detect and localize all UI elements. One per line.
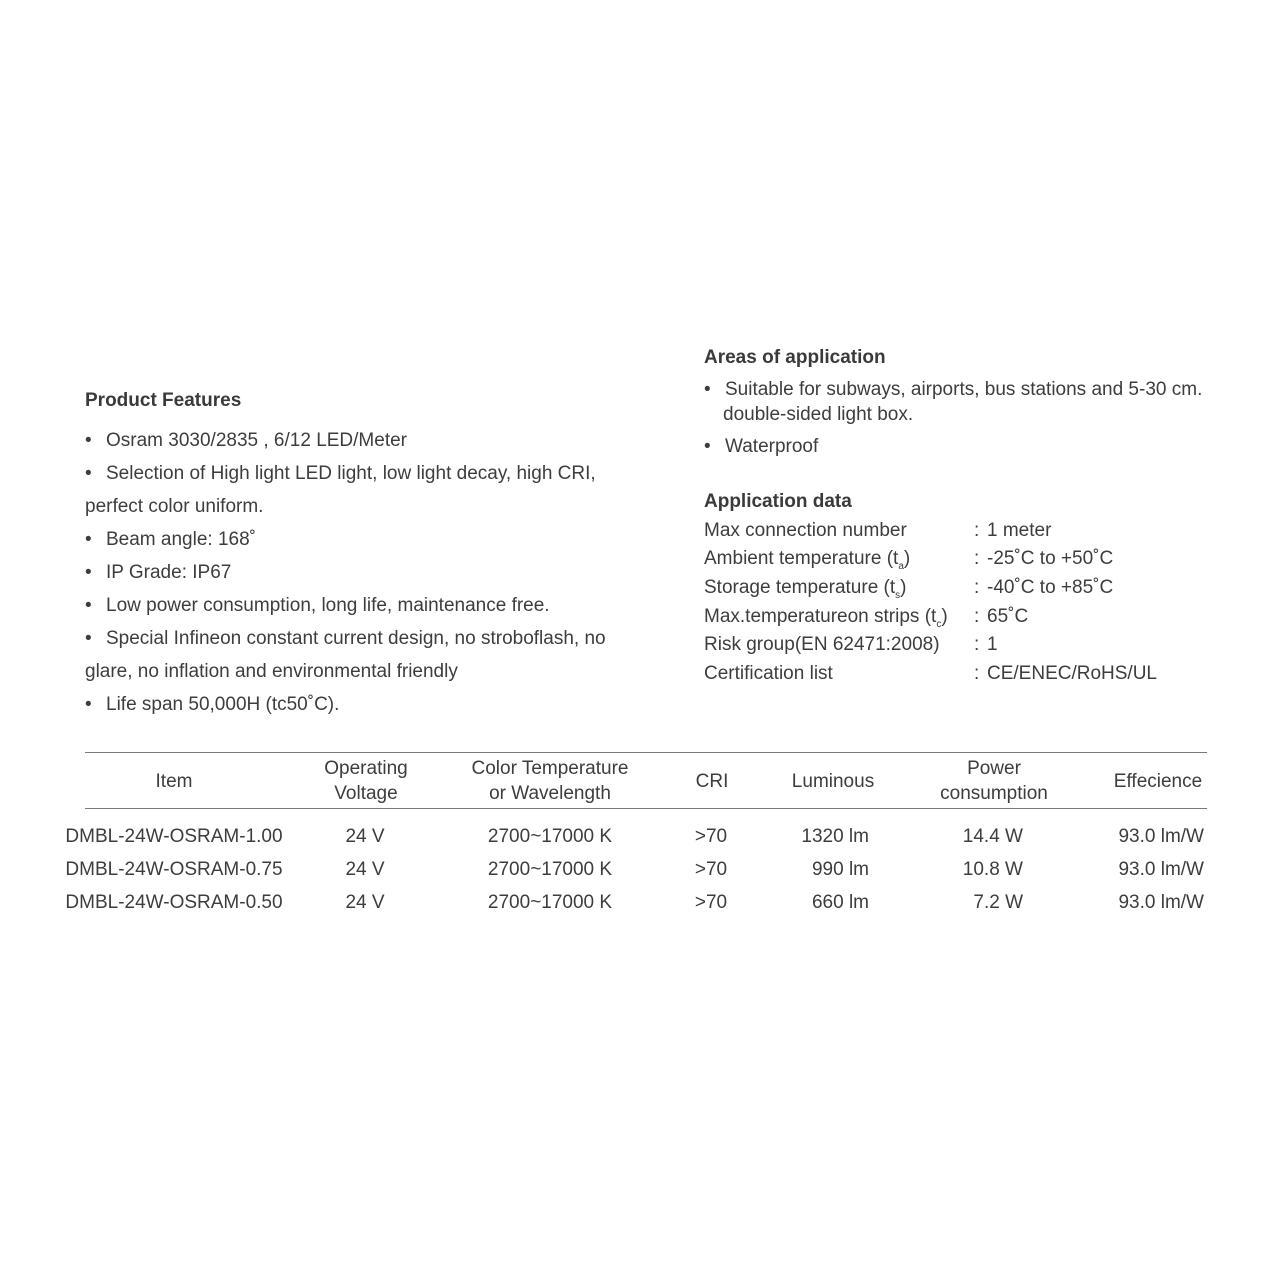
bullet-icon: •	[85, 529, 92, 550]
feature-item: • Osram 3030/2835 , 6/12 LED/Meter	[85, 424, 655, 457]
cell-efficiency: 93.0 lm/W	[1118, 826, 1204, 847]
cell-color: 2700~17000 K	[487, 892, 613, 913]
row-value: 65˚C	[987, 606, 1029, 627]
row-label: Risk group(EN 62471:2008)	[704, 634, 940, 655]
row-label: Max.temperatureon strips $(t_c)$	[704, 606, 948, 630]
feature-item: • Life span 50,000H (tc50˚C).	[85, 688, 655, 721]
cell-luminous: 990 lm	[811, 859, 869, 880]
feature-item: • Special Infineon constant current design, no stroboflash, no glare, no inflation and environmental friendly	[85, 622, 655, 688]
row-label: Max connection number	[704, 520, 907, 541]
cell-luminous: 1320 lm	[801, 826, 869, 847]
row-colon: :	[974, 634, 980, 655]
header-power: Power consumption	[940, 758, 1048, 804]
cell-color: 2700~17000 K	[487, 826, 613, 847]
product-features-list	[85, 424, 655, 721]
area-item: • Waterproof	[704, 436, 819, 457]
table-top-rule	[85, 752, 1207, 753]
row-value: 1 meter	[987, 520, 1052, 541]
row-value: 1	[987, 634, 998, 655]
row-label: Certification list	[704, 663, 833, 684]
header-luminous: Luminous	[791, 771, 875, 792]
bullet-icon: •	[85, 694, 92, 715]
row-colon: :	[974, 606, 980, 627]
bullet-icon: •	[85, 463, 92, 484]
table-header-rule	[85, 808, 1207, 809]
cell-voltage: 24 V	[345, 826, 385, 847]
row-label: Ambient temperature $(t_a)$	[704, 548, 911, 572]
row-value: -40˚C to +85˚C	[987, 577, 1114, 598]
header-item: Item	[155, 771, 193, 792]
feature-item: • Selection of High light LED light, low light decay, high CRI, perfect color uniform.	[85, 457, 655, 523]
bullet-icon: •	[704, 379, 711, 400]
row-colon: :	[974, 577, 980, 598]
bullet-icon: •	[85, 562, 92, 583]
cell-cri: >70	[694, 826, 728, 847]
cell-cri: >70	[694, 892, 728, 913]
row-colon: :	[974, 548, 980, 569]
bullet-icon: •	[85, 628, 92, 649]
feature-item: • Beam angle: 168˚	[85, 523, 655, 556]
row-value: -25˚C to +50˚C	[987, 548, 1114, 569]
bullet-icon: •	[704, 436, 711, 457]
cell-power: 10.8 W	[962, 859, 1023, 880]
cell-item: DMBL-24W-OSRAM-0.50	[65, 892, 283, 913]
row-label: Storage temperature $(t_s)$	[704, 577, 907, 601]
feature-item: • IP Grade: IP67	[85, 556, 655, 589]
header-voltage: Operating Voltage	[324, 758, 408, 804]
row-colon: :	[974, 520, 980, 541]
row-value: CE/ENEC/RoHS/UL	[987, 663, 1157, 684]
product-features-heading: Product Features	[85, 390, 242, 411]
header-color-temperature: Color Temperature or Wavelength	[471, 758, 629, 804]
application-data-heading: Application data	[704, 491, 852, 512]
cell-cri: >70	[694, 859, 728, 880]
cell-power: 14.4 W	[962, 826, 1023, 847]
bullet-icon: •	[85, 430, 92, 451]
bullet-icon: •	[85, 595, 92, 616]
cell-color: 2700~17000 K	[487, 859, 613, 880]
cell-voltage: 24 V	[345, 859, 385, 880]
cell-efficiency: 93.0 lm/W	[1118, 892, 1204, 913]
header-cri: CRI	[695, 771, 729, 792]
row-colon: :	[974, 663, 980, 684]
header-efficiency: Effecience	[1113, 771, 1203, 792]
area-item: • Suitable for subways, airports, bus stations and 5-30 cm.	[704, 379, 1203, 400]
cell-power: 7.2 W	[973, 892, 1023, 913]
cell-item: DMBL-24W-OSRAM-0.75	[65, 859, 283, 880]
areas-of-application-heading: Areas of application	[704, 347, 886, 368]
area-item-continuation: double-sided light box.	[723, 404, 914, 425]
cell-efficiency: 93.0 lm/W	[1118, 859, 1204, 880]
cell-luminous: 660 lm	[811, 892, 869, 913]
cell-voltage: 24 V	[345, 892, 385, 913]
cell-item: DMBL-24W-OSRAM-1.00	[65, 826, 283, 847]
feature-item: • Low power consumption, long life, maintenance free.	[85, 589, 655, 622]
